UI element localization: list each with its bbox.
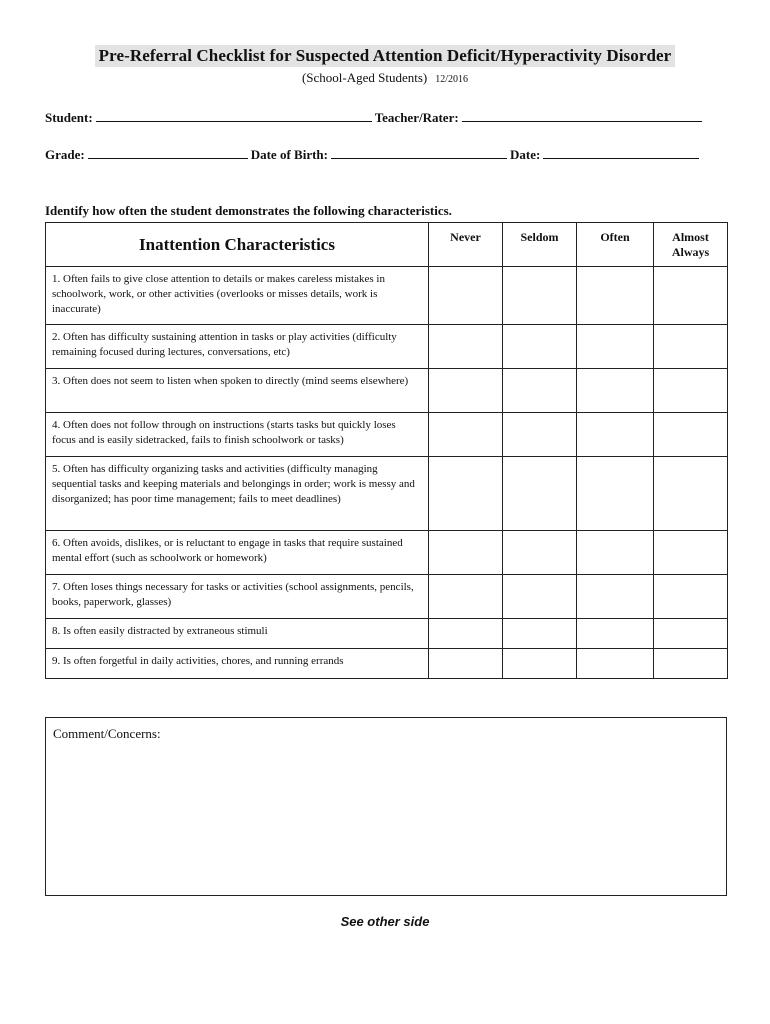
subtitle-text: (School-Aged Students): [301, 70, 428, 85]
grade-dob-date-line: [45, 147, 730, 163]
date-field[interactable]: [543, 147, 699, 159]
grade-field[interactable]: [88, 147, 248, 159]
rating-cell-often[interactable]: [577, 413, 654, 457]
rating-cell-often[interactable]: [577, 619, 654, 649]
rating-cell-almost-always[interactable]: [654, 325, 728, 369]
table-row: [46, 619, 728, 649]
item-text-2: 2. Often has difficulty sustaining attention in tasks or play activities (difficulty remaining focused during lectures, conversations, etc): [46, 325, 429, 369]
page-subtitle: [0, 70, 770, 86]
rating-cell-seldom[interactable]: [503, 531, 577, 575]
rating-cell-seldom[interactable]: [503, 267, 577, 325]
teacher-label: Teacher/Rater:: [374, 110, 459, 125]
teacher-field[interactable]: [462, 110, 702, 122]
table-row: [46, 267, 728, 325]
rating-cell-never[interactable]: [429, 325, 503, 369]
student-teacher-line: [45, 110, 730, 126]
table-row: [46, 325, 728, 369]
table-row: [46, 457, 728, 531]
table-header-row: [46, 223, 728, 267]
page-title: [0, 45, 770, 67]
rating-cell-seldom[interactable]: [503, 369, 577, 413]
rating-cell-never[interactable]: [429, 413, 503, 457]
rating-cell-almost-always[interactable]: [654, 457, 728, 531]
rating-cell-often[interactable]: [577, 457, 654, 531]
rating-cell-almost-always[interactable]: [654, 619, 728, 649]
item-text-4: 4. Often does not follow through on instructions (starts tasks but quickly loses focus and is easily sidetracked, fails to finish schoolwork or tasks): [46, 413, 429, 457]
rating-cell-almost-always[interactable]: [654, 267, 728, 325]
student-field[interactable]: [96, 110, 372, 122]
table-row: [46, 531, 728, 575]
student-label: Student:: [45, 110, 93, 125]
version-date: 12/2016: [435, 74, 469, 85]
table-row: [46, 369, 728, 413]
rating-cell-often[interactable]: [577, 575, 654, 619]
table-row: [46, 413, 728, 457]
rating-cell-almost-always[interactable]: [654, 649, 728, 679]
column-header-almost-always: Almost Always: [654, 223, 728, 267]
rating-cell-almost-always[interactable]: [654, 369, 728, 413]
table-row: [46, 649, 728, 679]
column-header-often: Often: [577, 223, 654, 267]
dob-field[interactable]: [331, 147, 507, 159]
item-text-7: 7. Often loses things necessary for tasks or activities (school assignments, pencils, books, paperwork, glasses): [46, 575, 429, 619]
rating-cell-often[interactable]: [577, 649, 654, 679]
rating-cell-almost-always[interactable]: [654, 413, 728, 457]
rating-cell-seldom[interactable]: [503, 649, 577, 679]
rating-cell-never[interactable]: [429, 575, 503, 619]
rating-cell-often[interactable]: [577, 267, 654, 325]
rating-cell-almost-always[interactable]: [654, 531, 728, 575]
rating-cell-often[interactable]: [577, 369, 654, 413]
section-heading: Inattention Characteristics: [46, 223, 429, 267]
item-text-8: 8. Is often easily distracted by extraneous stimuli: [46, 619, 429, 649]
item-text-3: 3. Often does not seem to listen when spoken to directly (mind seems elsewhere): [46, 369, 429, 413]
rating-cell-often[interactable]: [577, 325, 654, 369]
rating-cell-never[interactable]: [429, 649, 503, 679]
rating-cell-seldom[interactable]: [503, 413, 577, 457]
rating-cell-seldom[interactable]: [503, 575, 577, 619]
rating-cell-seldom[interactable]: [503, 325, 577, 369]
item-text-6: 6. Often avoids, dislikes, or is reluctant to engage in tasks that require sustained mental effort (such as schoolwork or homework): [46, 531, 429, 575]
page-title-text: Pre-Referral Checklist for Suspected Attention Deficit/Hyperactivity Disorder: [95, 45, 676, 67]
rating-cell-never[interactable]: [429, 267, 503, 325]
rating-cell-never[interactable]: [429, 457, 503, 531]
column-header-seldom: Seldom: [503, 223, 577, 267]
rating-cell-often[interactable]: [577, 531, 654, 575]
item-text-9: 9. Is often forgetful in daily activities, chores, and running errands: [46, 649, 429, 679]
rating-cell-never[interactable]: [429, 619, 503, 649]
comments-box[interactable]: [45, 717, 727, 896]
rating-cell-never[interactable]: [429, 369, 503, 413]
rating-cell-almost-always[interactable]: [654, 575, 728, 619]
rating-cell-seldom[interactable]: [503, 619, 577, 649]
rating-cell-seldom[interactable]: [503, 457, 577, 531]
grade-label: Grade:: [45, 147, 85, 162]
item-text-1: 1. Often fails to give close attention to details or makes careless mistakes in schoolwork, work, or other activities (overlooks or misses details, work is inaccurate): [46, 267, 429, 325]
date-label: Date:: [509, 147, 541, 162]
dob-label: Date of Birth:: [250, 147, 328, 162]
rating-cell-never[interactable]: [429, 531, 503, 575]
item-text-5: 5. Often has difficulty organizing tasks and activities (difficulty managing sequential tasks and keeping materials and belongings in order; work is messy and disorganized; has poor time management; fails to meet deadlines): [46, 457, 429, 531]
column-header-never: Never: [429, 223, 503, 267]
instruction-text: Identify how often the student demonstrates the following characteristics.: [45, 203, 452, 218]
inattention-table: [45, 222, 728, 679]
table-row: [46, 575, 728, 619]
comments-label: Comment/Concerns:: [53, 726, 161, 741]
see-other-side-note: See other side: [340, 914, 430, 929]
